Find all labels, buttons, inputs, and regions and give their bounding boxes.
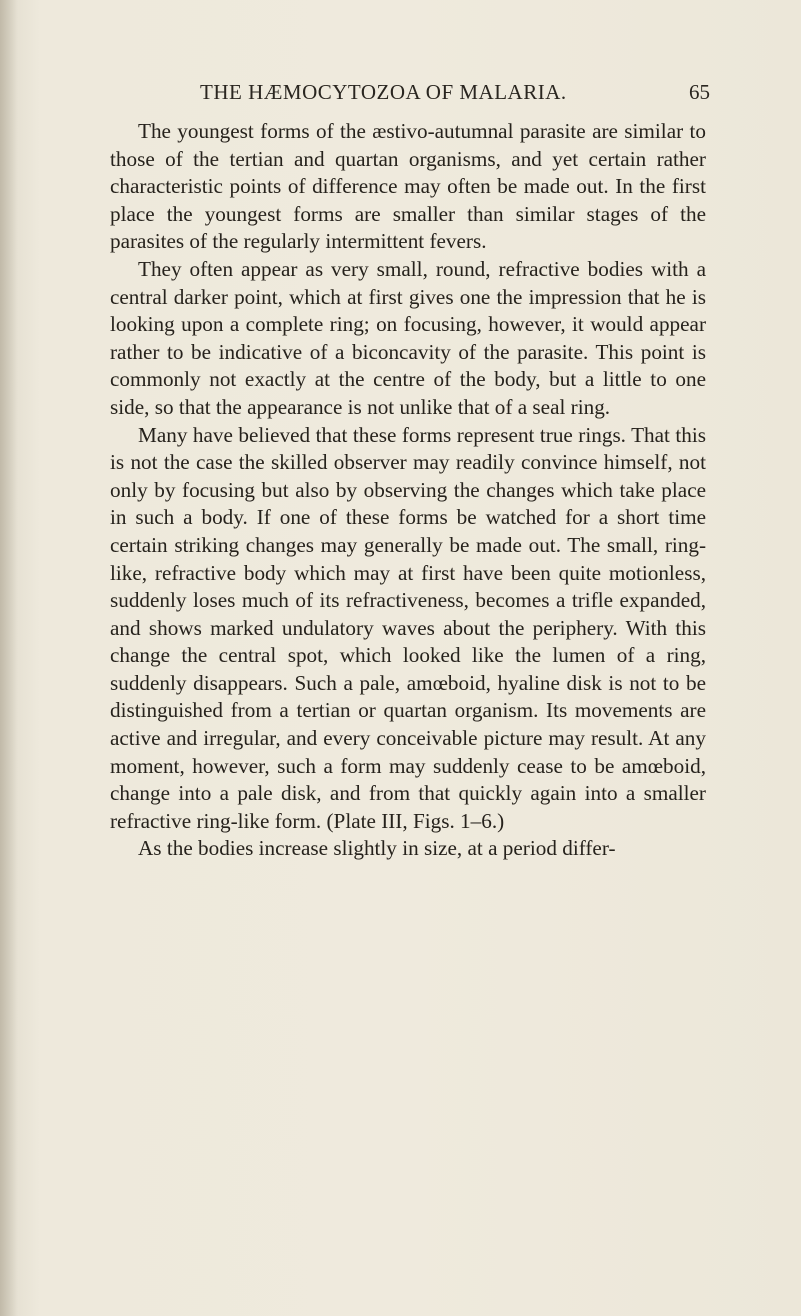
paragraph-4: As the bodies increase slightly in size, at a period differ- <box>138 836 616 861</box>
paragraph-3: Many have believed that these forms represent true rings. That this is not the case the skilled observer may readily convince himself, not only by focusing but also by observing the changes which take place in such a body. If one of these forms be watched for a short time certain striking changes may generally be made out. The small, ring-like, refractive body which may at first have been quite motionless, suddenly loses much of its refractiveness, becomes a trifle expanded, and shows marked undulatory waves about the periphery. With this change the central spot, which looked like the lumen of a ring, suddenly disappears. Such a pale, amœboid, hyaline disk is not to be distinguished from a tertian or quartan organism. Its movements are active and irregular, and every conceivable picture may result. At any moment, however, such a form may suddenly cease to be amœboid, change into a pale disk, and from that quickly again into a smaller refractive ring-like form. (Plate III, Figs. 1–6.) <box>110 422 706 833</box>
body-text <box>110 118 706 863</box>
running-head <box>110 80 710 112</box>
paragraph-1: The youngest forms of the æstivo-autumnal parasite are similar to those of the tertian and quartan organisms, and yet certain rather characteristic points of difference may often be made out. In the first place the youngest forms are smaller than similar stages of the parasites of the regularly intermittent fevers. <box>110 119 706 254</box>
running-head-title: THE HÆMOCYTOZOA OF MALARIA. <box>200 80 567 104</box>
page-gutter-shadow <box>0 0 18 1316</box>
paragraph-2: They often appear as very small, round, refractive bodies with a central darker point, which at first gives one the impression that he is looking upon a complete ring; on focusing, however, it would appear rather to be indicative of a biconcavity of the parasite. This point is commonly not exactly at the centre of the body, but a little to one side, so that the appearance is not unlike that of a seal ring. <box>110 256 706 419</box>
page-number: 65 <box>689 80 710 104</box>
